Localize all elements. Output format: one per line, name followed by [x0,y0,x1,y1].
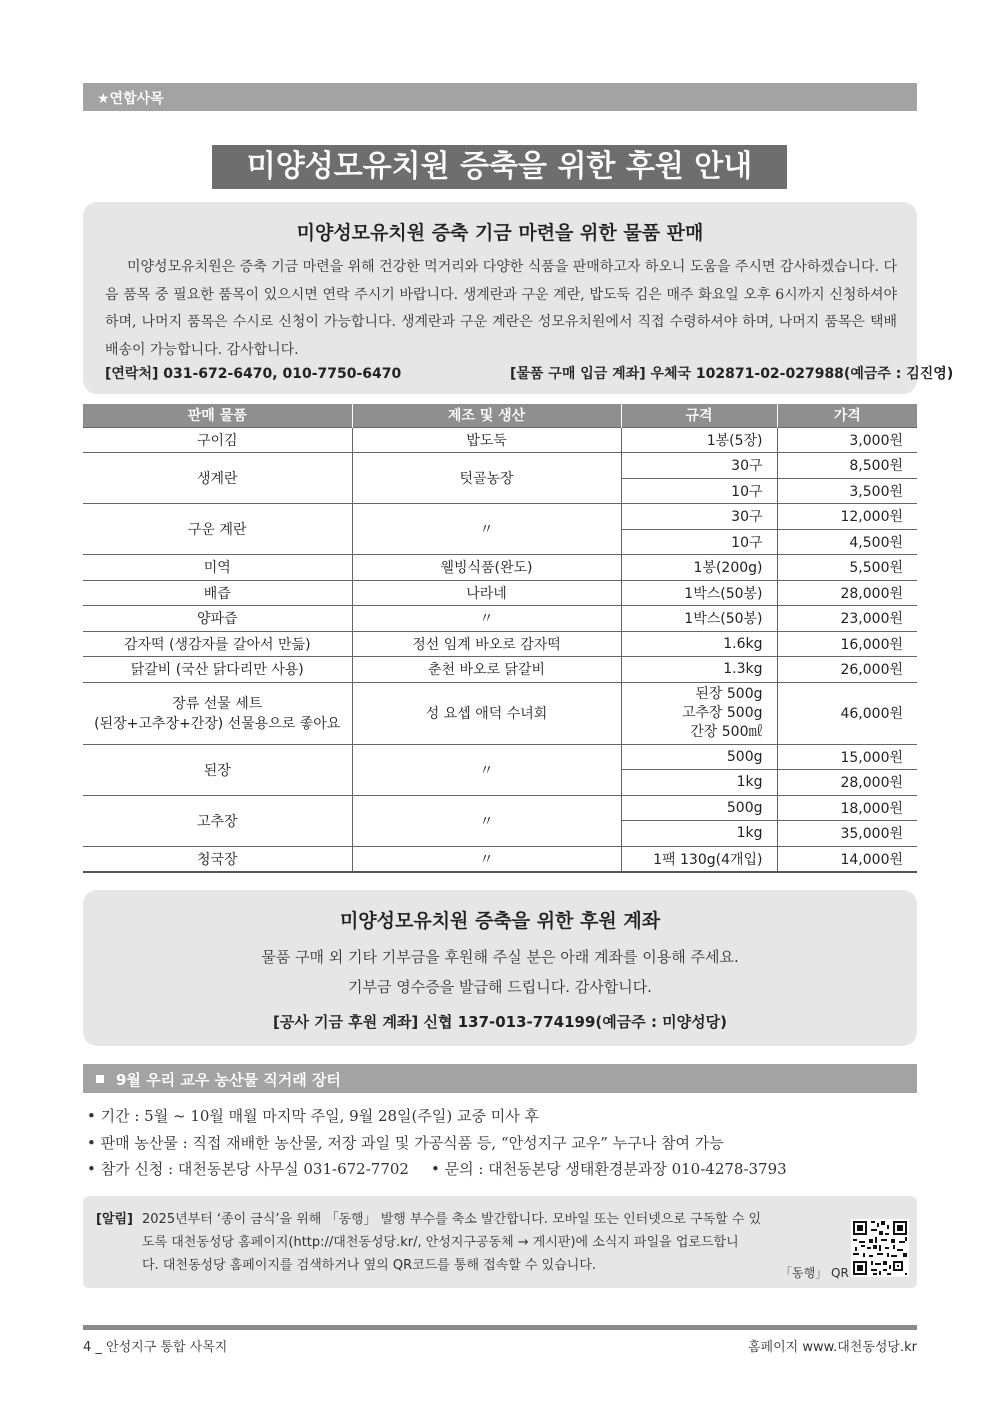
price-cell: 8,500원 [777,453,917,479]
spec-cell: 500g [621,744,777,770]
donation-text-line: 기부금 영수증을 발급해 드립니다. 감사합니다. [348,978,652,996]
spec-cell: 10구 [621,478,777,504]
item-cell: 구운 계란 [83,504,352,555]
donation-box [83,890,917,1046]
donation-text-line: 물품 구매 외 기타 기부금을 후원해 주실 분은 아래 계좌를 이용해 주세요. [261,948,739,966]
product-table [83,404,917,873]
market-apply: • 참가 신청 : 대천동본당 사무실 031-672-7702 [87,1160,409,1178]
price-cell: 3,500원 [777,478,917,504]
notice-tag: [알림] [96,1212,133,1227]
donation-heading: 미양성모유치원 증축을 위한 후원 계좌 [339,910,661,932]
spec-line: 된장 500g [695,685,763,702]
spec-cell: 1kg [621,821,777,847]
market-inquiry: • 문의 : 대천동본당 생태환경분과장 010-4278-3793 [430,1160,787,1178]
table-row [83,744,917,770]
sale-info-box [83,202,954,394]
price-cell: 28,000원 [777,580,917,606]
notice-line: 도록 대천동성당 홈페이지(http://대천동성당.kr/, 안성지구공동체 → 게시판)에 소식지 파일을 업로드합니 [142,1235,739,1250]
spec-cell: 1박스(50봉) [621,606,777,632]
spec-cell: 1봉(5장) [621,427,777,453]
price-cell: 23,000원 [777,606,917,632]
footer-page-info: 4 _ 안성지구 통합 사목지 [83,1340,228,1355]
col-header-spec: 규격 [621,404,777,427]
table-row [83,631,917,657]
footer-homepage: 홈페이지 www.대천동성당.kr [748,1340,917,1355]
item-description: (된장+고추장+간장) 선물용으로 좋아요 [94,716,341,732]
maker-cell: 나라네 [352,580,621,606]
table-row [83,453,917,479]
table-header-row [83,404,917,427]
maker-cell: 〃 [352,606,621,632]
spec-line: 간장 500㎖ [690,723,763,740]
spec-cell: 10구 [621,529,777,555]
spec-cell: 1봉(200g) [621,555,777,581]
market-period: • 기간 : 5월 ~ 10월 매월 마지막 주일, 9월 28일(주일) 교중 미사 후 [87,1107,539,1125]
price-cell: 28,000원 [777,770,917,796]
spec-cell: 500g [621,795,777,821]
price-cell: 12,000원 [777,504,917,530]
spec-cell [621,682,777,744]
item-cell: 닭갈비 (국산 닭다리만 사용) [83,657,352,683]
spec-cell: 1박스(50봉) [621,580,777,606]
notice-box [83,1196,917,1288]
item-cell: 미역 [83,555,352,581]
market-goods: • 판매 농산물 : 직접 재배한 농산물, 저장 과일 및 가공식품 등, “안성지구 교우” 누구나 참여 가능 [87,1133,724,1152]
table-row [83,682,917,744]
price-cell: 14,000원 [777,846,917,872]
item-cell: 고추장 [83,795,352,846]
item-name: 장류 선물 세트 [172,696,263,712]
price-cell: 46,000원 [777,682,917,744]
market-apply-row [87,1156,787,1183]
market-header-bar [83,1064,917,1093]
purchase-account: [물품 구매 입금 계좌] 우체국 102871-02-027988(예금주 : 김진영) [510,366,954,382]
price-cell: 4,500원 [777,529,917,555]
item-cell: 생계란 [83,453,352,504]
notice-text [142,1208,832,1277]
spec-cell: 1kg [621,770,777,796]
table-row [83,606,917,632]
qr-caption: 「동행」 QR [780,1266,849,1280]
square-bullet-icon [96,1075,104,1083]
maker-cell: 〃 [352,795,621,846]
item-cell: 구이김 [83,427,352,453]
footer-divider [83,1325,917,1330]
maker-cell: 웰빙식품(완도) [352,555,621,581]
price-cell: 15,000원 [777,744,917,770]
table-row [83,846,917,872]
maker-cell: 밥도둑 [352,427,621,453]
notice-line: 다. 대천동성당 홈페이지를 검색하거나 옆의 QR코드를 통해 접속할 수 있습니다. [142,1258,597,1273]
sale-intro: 미양성모유치원은 증축 기금 마련을 위해 건강한 먹거리와 다양한 식품을 판매하고자 하오니 도움을 주시면 감사하겠습니다. 다음 품목 중 필요한 품목이 있으시면 연락 주시기 바랍니다. 생계란과 구운 계란, 밥도둑 김은 매주 화요일 오후 6시까지 신청하셔야 하며, 나머지 품목은 수시로 신청이 가능합니다. 생계란과 구운 계란은 성모유치원에서 직접 수령하셔야 하며, 나머지 품목은 택배 배송이 가능합니다. 감사합니다. [105,259,897,358]
spec-cell: 1팩 130g(4개입) [621,846,777,872]
item-cell [83,682,352,744]
maker-cell: 정선 임계 바오로 감자떡 [352,631,621,657]
price-cell: 5,500원 [777,555,917,581]
spec-cell: 30구 [621,453,777,479]
section-label: ★연합사목 [97,91,164,107]
table-row [83,555,917,581]
spec-cell: 1.6kg [621,631,777,657]
price-cell: 16,000원 [777,631,917,657]
spec-line: 고추장 500g [681,704,763,721]
col-header-maker: 제조 및 생산 [352,404,621,427]
table-row [83,427,917,453]
maker-cell: 〃 [352,744,621,795]
table-row [83,504,917,530]
donation-account: [공사 기금 후원 계좌] 신협 137-013-774199(예금주 : 미양성당) [272,1013,727,1031]
item-cell: 배즙 [83,580,352,606]
market-title: 9월 우리 교우 농산물 직거래 장터 [116,1071,341,1089]
contact-info: [연락처] 031-672-6470, 010-7750-6470 [105,366,402,382]
item-cell: 된장 [83,744,352,795]
table-row [83,580,917,606]
table-row [83,795,917,821]
item-cell: 양파즙 [83,606,352,632]
spec-cell: 30구 [621,504,777,530]
spec-cell: 1.3kg [621,657,777,683]
market-details [87,1103,787,1183]
notice-line: 2025년부터 ‘종이 금식’을 위해 「동행」 발행 부수를 축소 발간합니다. 모바일 또는 인터넷으로 구독할 수 있 [142,1212,762,1227]
maker-cell: 텃골농장 [352,453,621,504]
page-title: 미양성모유치원 증축을 위한 후원 안내 [212,145,787,189]
maker-cell: 춘천 바오로 닭갈비 [352,657,621,683]
price-cell: 35,000원 [777,821,917,847]
maker-cell: 〃 [352,504,621,555]
price-cell: 18,000원 [777,795,917,821]
maker-cell: 〃 [352,846,621,872]
table-row [83,657,917,683]
section-header-bar [83,83,917,111]
price-cell: 3,000원 [777,427,917,453]
col-header-price: 가격 [777,404,917,427]
maker-cell: 성 요셉 애덕 수녀회 [352,682,621,744]
price-cell: 26,000원 [777,657,917,683]
sale-heading: 미양성모유치원 증축 기금 마련을 위한 물품 판매 [296,222,704,244]
item-cell: 청국장 [83,846,352,872]
qr-code-icon[interactable] [851,1219,909,1277]
item-cell: 감자떡 (생감자를 갈아서 만듦) [83,631,352,657]
col-header-item: 판매 물품 [83,404,352,427]
